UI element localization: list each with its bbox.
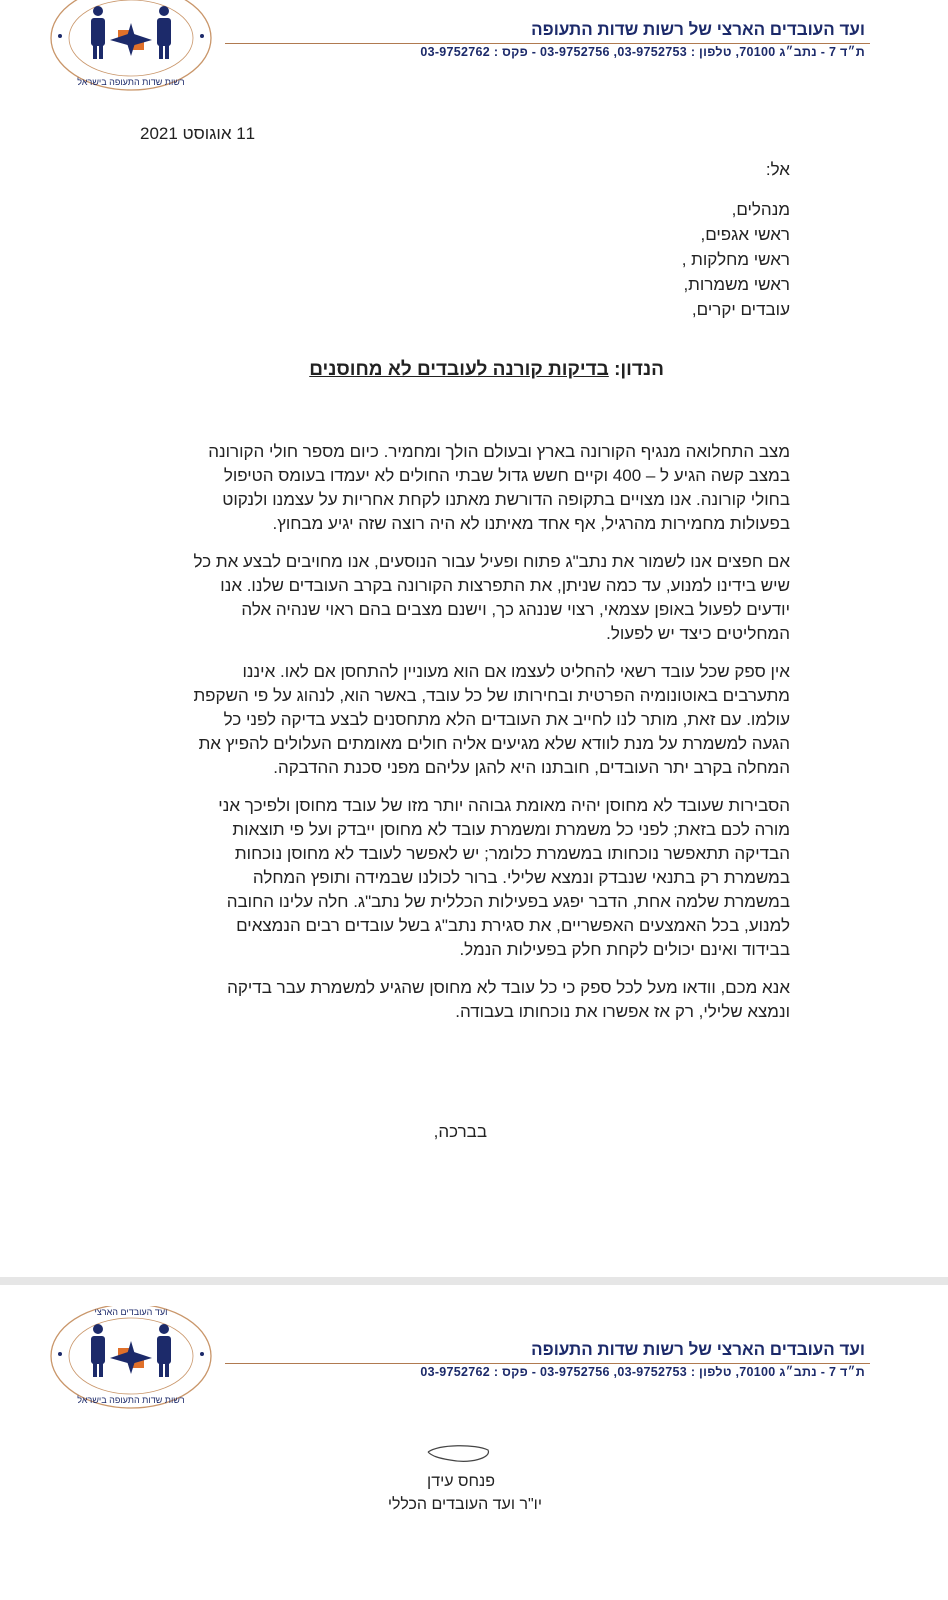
paragraph-line: יודעים לפעול באופן עצמאי, רצוי שננהג כך, וישנם מצבים בהם ראוי שנהיה אלה	[241, 600, 790, 619]
recipient: מנהלים,	[731, 200, 790, 219]
paragraph-line: במשמרת רק בתנאי שנבדק ונמצא שלילי. ברור לכולנו שבמידה ותופץ המחלה	[252, 868, 790, 887]
recipient: ראשי משמרות,	[683, 275, 790, 294]
paragraph-line: אם חפצים אנו לשמור את נתב"ג פתוח ופעיל עבור הנוסעים, אנו מחויבים לבצע את כל	[193, 552, 790, 571]
paragraph-line: במשמרת שלמה אחת, הדבר יפגע בפעילות הכללית של נתב"ג. חלה עלינו החובה	[226, 892, 790, 911]
body-paragraph	[193, 660, 790, 780]
body-paragraph	[193, 550, 790, 646]
subject-line	[309, 359, 664, 381]
recipients-list	[682, 197, 790, 322]
header-title: ועד העובדים הארצי של רשות שדות התעופה	[531, 20, 865, 39]
paragraph-line: מצב התחלואה מנגיף הקורונה בארץ ובעולם הולך ומחמיר. כיום מספר חולי הקורונה	[208, 442, 790, 461]
organization-logo	[48, 1306, 214, 1416]
paragraph-line: הסבירות שעובד לא מחוסן יהיה מאומת גבוהה יותר מזו של עובד מחוסן ולפיכך אני	[218, 796, 790, 815]
footer-contact: ת״ד 7 - נתב״ג 70100, טלפון : 03-9752753, 03-9752756 - פקס : 03-9752762	[420, 1365, 865, 1379]
footer-logo	[48, 1306, 214, 1420]
organization-logo	[48, 0, 214, 98]
paragraph-line: המחליטים כיצד יש לפעול.	[606, 624, 790, 643]
body-paragraph	[193, 794, 790, 962]
paragraph-line: מתערבים באוטונומיה הפרטית ובחירותו של כל עובד, באשר הוא, לנהוג על פי השקפת	[193, 686, 790, 705]
svg-text:ועד העובדים הארצי: ועד העובדים הארצי	[94, 1307, 168, 1317]
paragraph-line: הגעה למשמרת על מנת לוודא שלא מגיעים אליה חולים מאומתים העלולים להפיץ את	[198, 734, 790, 753]
letter-body	[193, 440, 790, 1038]
paragraph-line: הבדיקה תתאפשר נוכחותו במשמרת כלומר; יש לאפשר לעובד לא מחוסן נוכחות	[234, 844, 790, 863]
paragraph-line: אנא מכם, וודאו מעל לכל ספק כי כל עובד לא מחוסן שהגיע למשמרת עבר בדיקה	[227, 978, 790, 997]
to-label: אל:	[765, 160, 790, 179]
paragraph-line: המחלה בקרב יתר העובדים, חובתנו היא להגן עליהם מפני סכנת ההדבקה.	[273, 758, 790, 777]
paragraph-line: במצב קשה הגיע ל – 400 וקיים חשש גדול שבתי החולים לא יעמדו בעומס הטיפול	[223, 466, 790, 485]
paragraph-line: שיש בידינו למנוע, עד כמה שניתן, את התפרצות הקורונה בקרב העובדים שלנו. אנו	[220, 576, 790, 595]
footer-divider	[225, 1363, 870, 1364]
signature-scribble	[420, 1440, 495, 1468]
paragraph-line: עולמו. עם זאת, מותר לנו לחייב את העובדים הלא מתחסנים לבצע בדיקה לפני כל	[223, 710, 790, 729]
paragraph-line: אין ספק שכל עובד רשאי להחליט לעצמו אם הוא מעוניין להתחסן אם לאו. איננו	[242, 662, 790, 681]
footer-title: ועד העובדים הארצי של רשות שדות התעופה	[531, 1340, 865, 1359]
page-separator	[0, 1277, 948, 1285]
letter-date: 11 אוגוסט 2021	[140, 124, 256, 143]
closing: בברכה,	[433, 1122, 487, 1141]
paragraph-line: ונמצא שלילי, רק אז אפשרו את נוכחותו בעבודה.	[455, 1002, 790, 1021]
paragraph-line: בחולי קורונה. אנו מצויים בתקופה הדורשת מאתנו לקחת אחריות על עצמנו ולנקוט	[222, 490, 790, 509]
signer-title: יו"ר ועד העובדים הכללי	[387, 1496, 542, 1513]
recipient: עובדים יקרים,	[691, 300, 790, 319]
subject-label: הנדון:	[614, 359, 664, 380]
body-paragraph	[193, 440, 790, 536]
paragraph-line: מורה לכם בזאת; לפני כל משמרת ומשמרת עובד לא מחוסן ייבדק ועל פי תוצאות	[232, 820, 790, 839]
body-paragraph	[193, 976, 790, 1024]
recipient: ראשי אגפים,	[700, 225, 790, 244]
svg-text:רשות שדות התעופה בישראל: רשות שדות התעופה בישראל	[77, 1395, 185, 1405]
paragraph-line: בפעולות מחמירות מהרגיל, אף אחד מאיתנו לא היה רוצה שזה יגיע מבחוץ.	[272, 514, 790, 533]
subject-text: בדיקות קורנה לעובדים לא מחוסנים	[309, 359, 609, 380]
signer-name: פנחס עידן	[427, 1473, 495, 1490]
recipient: ראשי מחלקות ,	[681, 250, 790, 269]
paragraph-line: בבידוד ואינם יכולים לקחת חלק בפעילות הנמל.	[459, 940, 790, 959]
header-divider	[225, 43, 870, 44]
header-logo	[48, 0, 214, 102]
header-contact: ת״ד 7 - נתב״ג 70100, טלפון : 03-9752753, 03-9752756 - פקס : 03-9752762	[420, 45, 865, 59]
svg-text:רשות שדות התעופה בישראל: רשות שדות התעופה בישראל	[77, 77, 185, 87]
paragraph-line: למנוע, בכל האמצעים האפשריים, את סגירת נתב"ג בשל עובדים רבים הנמצאים	[236, 916, 790, 935]
